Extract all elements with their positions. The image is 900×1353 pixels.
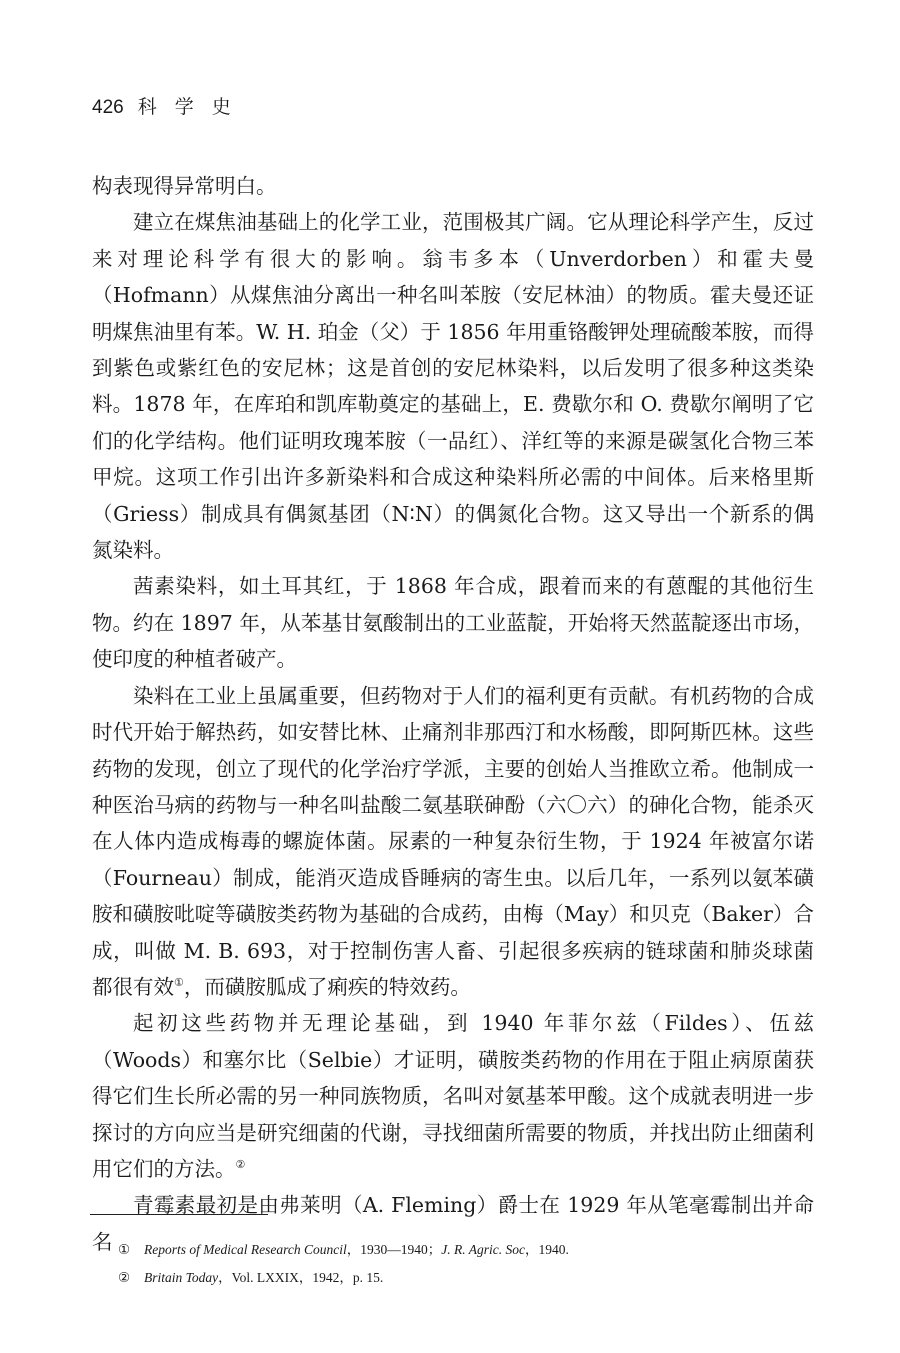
paragraph-coal-tar-industry: 建立在煤焦油基础上的化学工业，范围极其广阔。它从理论科学产生，反过来对理论科学有很大的影响。翁韦多本（Unverdorben）和霍夫曼（Hofmann）从煤焦油分离出一种名叫苯胺（安尼林油）的物质。霍夫曼还证明煤焦油里有苯。W. H. 珀金（父）于 1856 年用重铬酸钾处理硫酸苯胺，而得到紫色或紫红色的安尼林；这是首创的安尼林染料，以后发明了很多种这类染料。1878 年，在库珀和凯库勒奠定的基础上，E. 费歇尔和 O. 费歇尔阐明了它们的化学结构。他们证明玫瑰苯胺（一品红）、洋红等的来源是碳氢化合物三苯甲烷。这项工作引出许多新染料和合成这种染料所必需的中间体。后来格里斯（Griess）制成具有偶氮基团（N∶N）的偶氮化合物。这又导出一个新系的偶氮染料。 (92, 210, 814, 563)
paragraph-continuation: 构表现得异常明白。 (92, 174, 277, 198)
footnote-1-title: Reports of Medical Research Council (144, 1242, 347, 1257)
footnote-1-years: ，1930—1940； (346, 1242, 442, 1257)
paragraph-synthetic-drugs-text: 染料在工业上虽属重要，但药物对于人们的福利更有贡献。有机药物的合成时代开始于解热药，如安替比林、止痛剂非那西汀和水杨酸，即阿斯匹林。这些药物的发现，创立了现代的化学治疗学派，主要的创始人当推欧立希。他制成一种医治马病的药物与一种名叫盐酸二氨基联砷酚（六〇六）的砷化合物，能杀灭在人体内造成梅毒的螺旋体菌。尿素的一种复杂衍生物，于 1924 年被富尔诺（Fourneau）制成，能消灭造成昏睡病的寄生虫。以后几年，一系列以氨苯磺胺和磺胺吡啶等磺胺类药物为基础的合成药，由梅（May）和贝克（Baker）合成，叫做 M. B. 693，对于控制伤害人畜、引起很多疾病的链球菌和肺炎球菌都很有效 (92, 683, 814, 999)
footnote-1-tail: ，1940. (524, 1242, 569, 1257)
footnote-text-1 (144, 1236, 569, 1263)
footnote-text-2 (144, 1264, 383, 1291)
footnote-ref-2[interactable]: ② (235, 1158, 246, 1172)
footnote-1-journal: J. R. Agric. Soc (441, 1242, 525, 1257)
paragraph-synthetic-drugs-tail: ，而磺胺胍成了痢疾的特效药。 (183, 974, 471, 999)
footnote-mark-1: ① (118, 1242, 131, 1258)
paragraph-alizarin-dyes: 茜素染料，如土耳其红，于 1868 年合成，跟着而来的有蒽醌的其他衍生物。约在 1897 年，从苯基甘氨酸制出的工业蓝靛，开始将天然蓝靛逐出市场，使印度的种植者破产。 (92, 574, 814, 672)
paragraph-penicillin: 青霉素最初是由弗莱明（A. Fleming）爵士在 1929 年从笔毫霉制出并命名 (92, 1193, 814, 1254)
footnote-2 (118, 1264, 818, 1292)
footnote-2-title: Britain Today (144, 1270, 219, 1285)
paragraph-synthetic-drugs (92, 678, 814, 1006)
footnote-ref-1[interactable]: ① (174, 976, 184, 990)
footnote-2-details: ，Vol. LXXIX，1942，p. 15. (218, 1270, 384, 1285)
page-number: 426 (92, 97, 124, 118)
running-head (92, 92, 249, 119)
body-text (92, 168, 814, 1260)
footnote-divider (90, 1214, 268, 1215)
footnote-1 (118, 1236, 818, 1264)
paragraph-sulfonamide-theory-text: 起初这些药物并无理论基础，到 1940 年菲尔兹（Fildes）、伍兹（Woods）和塞尔比（Selbie）才证明，磺胺类药物的作用在于阻止病原菌获得它们生长所必需的另一种同族物质，名叫对氨基苯甲酸。这个成就表明进一步探讨的方向应当是研究细菌的代谢，寻找细菌所需要的物质，并找出防止细菌利用它们的方法。 (92, 1011, 814, 1181)
footnotes (118, 1236, 818, 1292)
book-title: 科学史 (137, 96, 249, 118)
paragraph-sulfonamide-theory (92, 1005, 814, 1187)
footnote-mark-2: ② (118, 1270, 131, 1286)
